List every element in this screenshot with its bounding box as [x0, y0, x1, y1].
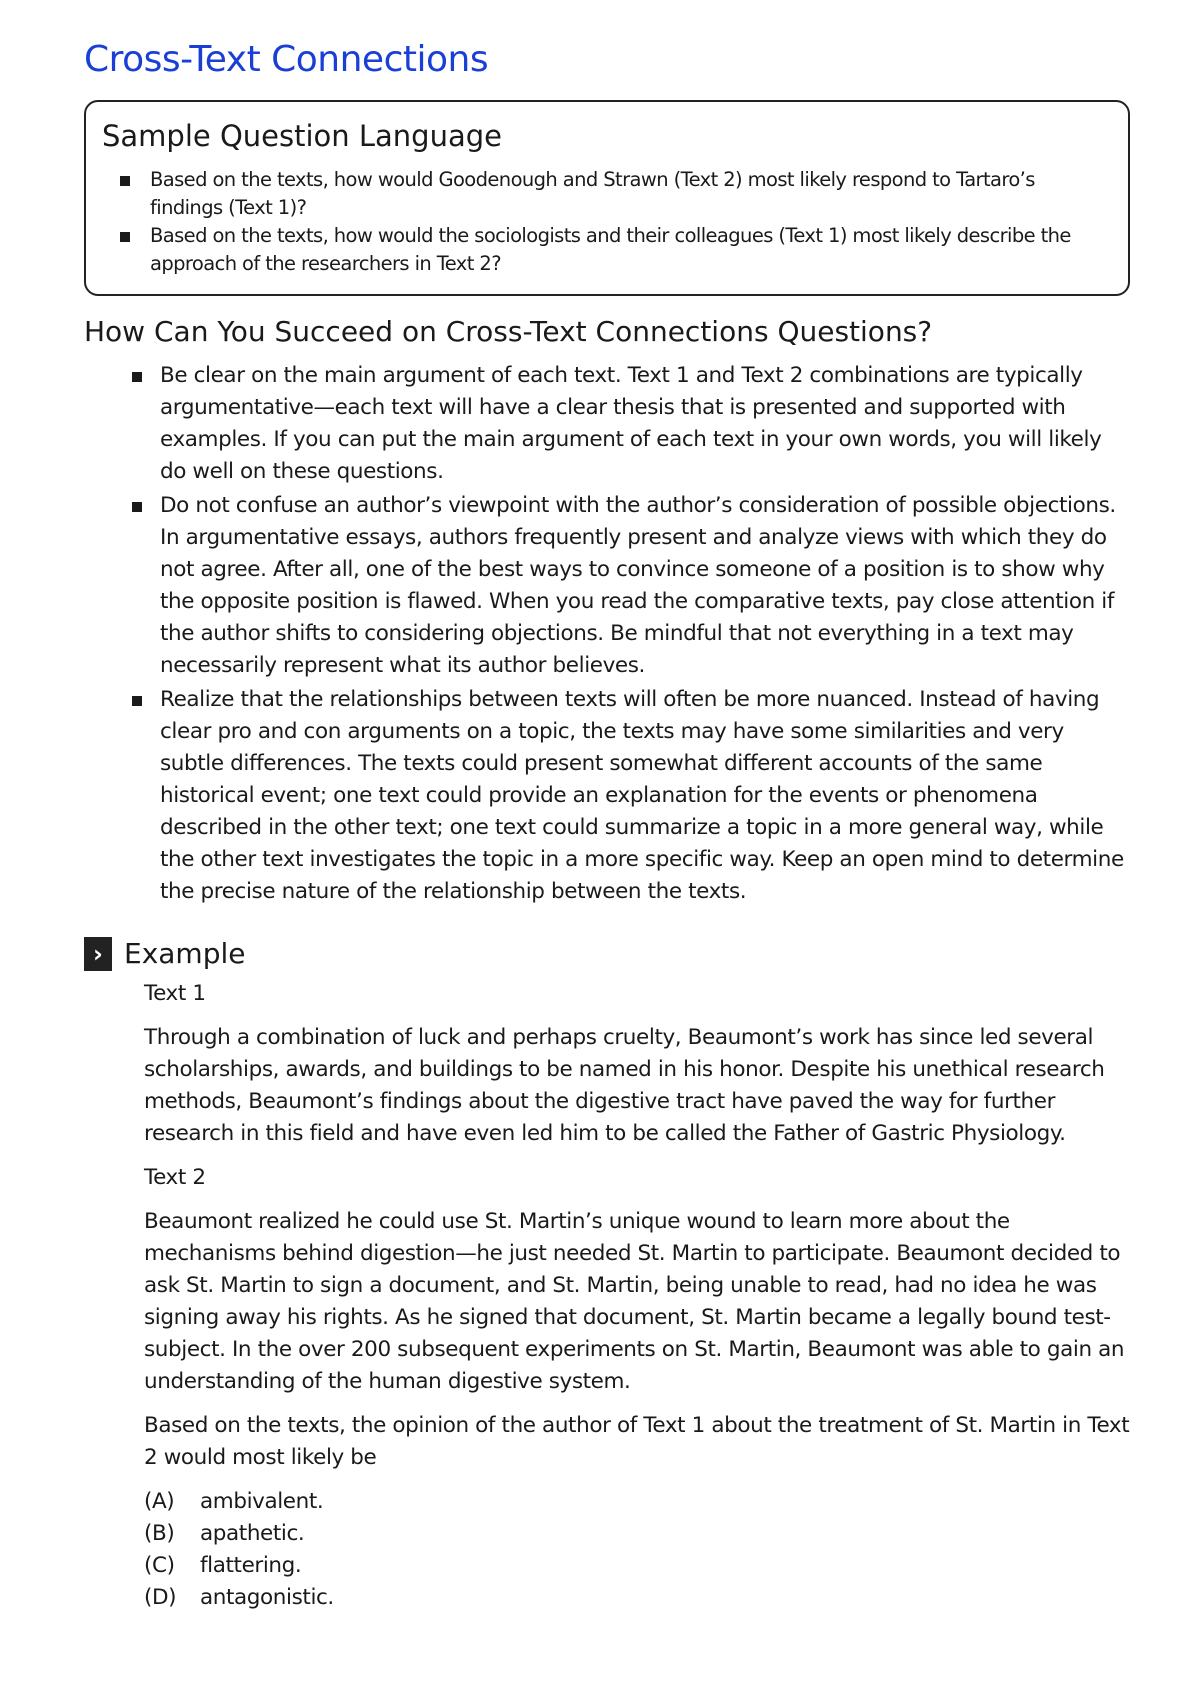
sample-question-item: Based on the texts, how would Goodenough and Strawn (Text 2) most likely respond to Tartaro’s findings (Text 1)? [102, 166, 1108, 222]
sample-question-box [84, 100, 1130, 296]
example-label: Example [124, 937, 246, 970]
choice-text: antagonistic. [200, 1585, 334, 1610]
example-body [84, 978, 1130, 1614]
answer-choices [144, 1486, 1130, 1614]
choice-a[interactable] [144, 1486, 1130, 1518]
tips-heading: How Can You Succeed on Cross-Text Connections Questions? [84, 315, 933, 348]
tip-item: Realize that the relationships between texts will often be more nuanced. Instead of having clear pro and con arguments on a topic, the texts may have some similarities and very subtle differences. The texts could present somewhat different accounts of the same historical event; one text could provide an explanation for the events or phenomena described in the other text; one text could summarize a topic in a more general way, while the other text investigates the topic in a more specific way. Keep an open mind to determine the precise nature of the relationship between the texts. [84, 684, 1130, 908]
choice-letter: (D) [144, 1585, 177, 1610]
choice-letter: (A) [144, 1489, 175, 1514]
choice-d[interactable] [144, 1582, 1130, 1614]
choice-b[interactable] [144, 1518, 1130, 1550]
choice-text: ambivalent. [200, 1489, 324, 1514]
text1-passage: Through a combination of luck and perhaps cruelty, Beaumont’s work has since led several scholarships, awards, and buildings to be named in his honor. Despite his unethical research methods, Beaumont’s findings about the digestive tract have paved the way for further research in this field and have even led him to be called the Father of Gastric Physiology. [144, 1025, 1105, 1146]
example-header [84, 934, 1130, 974]
choice-letter: (B) [144, 1521, 175, 1546]
choice-text: flattering. [200, 1553, 302, 1578]
text2-label: Text 2 [144, 1165, 206, 1190]
text1-label: Text 1 [144, 981, 206, 1006]
sample-question-list [102, 166, 1108, 278]
question-stem: Based on the texts, the opinion of the author of Text 1 about the treatment of St. Martin in Text 2 would most likely be [144, 1413, 1130, 1470]
tip-item: Do not confuse an author’s viewpoint with the author’s consideration of possible objections. In argumentative essays, authors frequently present and analyze views with which they do not agree. After all, one of the best ways to convince someone of a position is to show why the opposite position is flawed. When you read the comparative texts, pay close attention if the author shifts to considering objections. Be mindful that not everything in a text may necessarily represent what its author believes. [84, 490, 1130, 682]
text2-passage: Beaumont realized he could use St. Martin’s unique wound to learn more about the mechanisms behind digestion—he just needed St. Martin to participate. Beaumont decided to ask St. Martin to sign a document, and St. Martin, being unable to read, had no idea he was signing away his rights. As he signed that document, St. Martin became a legally bound test-subject. In the over 200 subsequent experiments on St. Martin, Beaumont was able to gain an understanding of the human digestive system. [144, 1209, 1125, 1394]
chevron-right-icon: › [84, 937, 112, 971]
tips-list [84, 360, 1130, 908]
choice-text: apathetic. [200, 1521, 305, 1546]
sample-question-heading: Sample Question Language [102, 119, 502, 153]
tip-item: Be clear on the main argument of each text. Text 1 and Text 2 combinations are typically argumentative—each text will have a clear thesis that is presented and supported with examples. If you can put the main argument of each text in your own words, you will likely do well on these questions. [84, 360, 1130, 488]
choice-letter: (C) [144, 1553, 175, 1578]
choice-c[interactable] [144, 1550, 1130, 1582]
sample-question-item: Based on the texts, how would the sociologists and their colleagues (Text 1) most likely describe the approach of the researchers in Text 2? [102, 222, 1108, 278]
page-title: Cross-Text Connections [84, 39, 489, 80]
